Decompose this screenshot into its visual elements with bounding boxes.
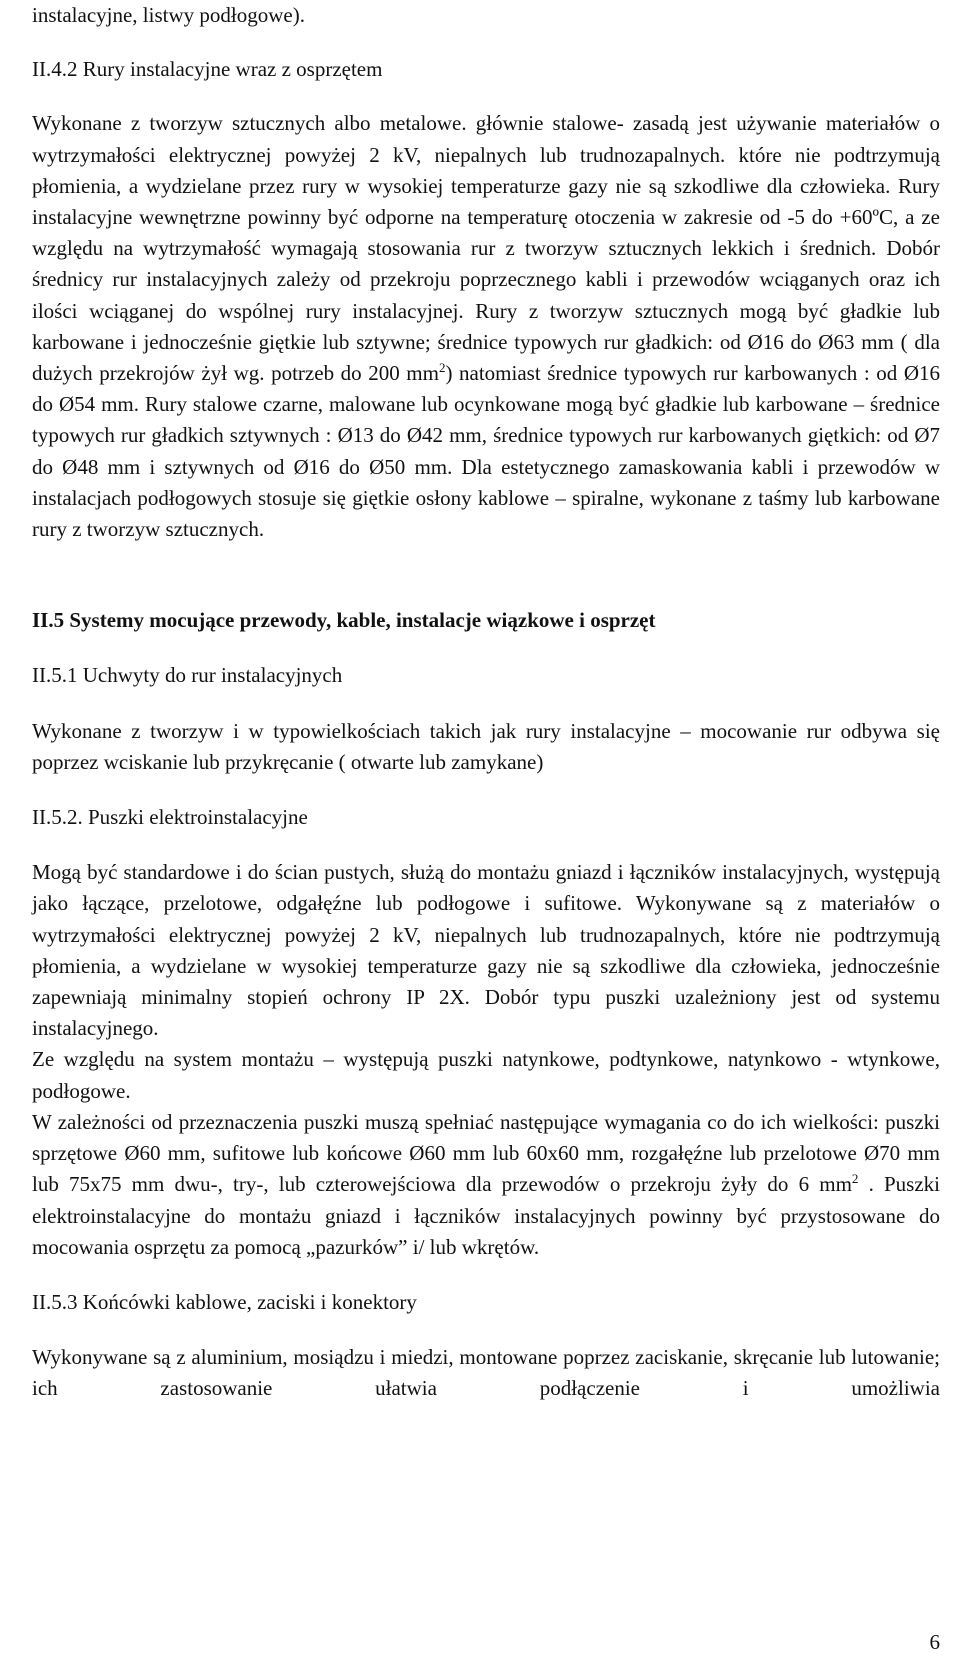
superscript: 2 <box>438 360 446 376</box>
paragraph-puszki-1: Mogą być standardowe i do ścian pustych, służą do montażu gniazd i łączników instalacyjnych, występują jako łączące, przelotowe, odgałęźne lub podłogowe i sufitowe. Wykonywane są z materiałów o wytrzymałości elektrycznej powyżej 2 kV, niepalnych lub trudnozapalnych, które nie podtrzymują płomienia, a wydzielane w wysokiej temperaturze gazy nie są szkodliwe dla człowieka, jednocześnie zapewniają minimalny stopień ochrony IP 2X. Dobór typu puszki uzależniony jest od systemu instalacyjnego. <box>32 860 940 1041</box>
paragraph-text: . Puszki elektroinstalacyjne do montażu gniazd i łączników instalacyjnych powinny być przystosowane do mocowania osprzętu za pomocą „pazurków” i/ lub wkrętów. <box>32 1172 940 1259</box>
top-fragment: instalacyjne, listwy podłogowe). <box>32 3 305 27</box>
paragraph-rury-instalacyjne <box>32 108 940 545</box>
heading-II-5-3: II.5.3 Końcówki kablowe, zaciski i konektory <box>32 1289 417 1314</box>
paragraph-text: Wykonane z tworzyw sztucznych albo metalowe. głównie stalowe- zasadą jest używanie materiałów o wytrzymałości elektrycznej powyżej 2 kV, niepalnych lub trudnozapalnych. które nie podtrzymują płomienia, a wydzielane przez rury w wysokiej temperaturze gazy nie są szkodliwe dla człowieka. Rury instalacyjne wewnętrzne powinny być odporne na temperaturę otoczenia w zakresie od -5 do +60ºC, a ze względu na wytrzymałość wymagają stosowania rur z tworzyw sztucznych lekkich i średnich. Dobór średnicy rur instalacyjnych zależy od przekroju poprzecznego kabli i przewodów wciąganych oraz ich ilości wciąganej do wspólnej rury instalacyjnej. Rury z tworzyw sztucznych mogą być gładkie lub karbowane i jednocześnie giętkie lub sztywne; średnice typowych rur gładkich: od Ø16 do Ø63 mm ( dla dużych przekrojów żył wg. potrzeb do 200 mm <box>32 111 940 386</box>
heading-II-5: II.5 Systemy mocujące przewody, kable, instalacje wiązkowe i osprzęt <box>32 608 656 633</box>
superscript: 2 <box>851 1171 859 1187</box>
page-number: 6 <box>929 1630 940 1654</box>
heading-II-5-2: II.5.2. Puszki elektroinstalacyjne <box>32 805 308 830</box>
heading-II-5-1: II.5.1 Uchwyty do rur instalacyjnych <box>32 663 343 688</box>
document-page <box>32 0 940 1405</box>
heading-II-4-2: II.4.2 Rury instalacyjne wraz z osprzętem <box>32 57 383 82</box>
paragraph-text: W zależności od przeznaczenia puszki muszą spełniać następujące wymagania co do ich wielkości: puszki sprzętowe Ø60 mm, sufitowe lub końcowe Ø60 mm lub 60x60 mm, rozgałęźne lub przelotowe Ø70 mm lub 75x75 mm dwu-, try-, lub czterowejściowa dla przewodów o przekroju żyły do 6 mm <box>32 1109 940 1197</box>
paragraph-puszki-3 <box>32 1107 940 1263</box>
paragraph-uchwyty: Wykonane z tworzyw i w typowielkościach takich jak rury instalacyjne – mocowanie rur odbywa się poprzez wciskanie lub przykręcanie ( otwarte lub zamykane) <box>32 718 940 774</box>
paragraph-puszki-2: Ze względu na system montażu – występują puszki natynkowe, podtynkowe, natynkowo - wtynkowe, podłogowe. <box>32 1047 940 1103</box>
paragraph-koncowki: Wykonywane są z aluminium, mosiądzu i miedzi, montowane poprzez zaciskanie, skręcanie lub lutowanie; ich zastosowanie ułatwia podłączenie i umożliwia <box>32 1345 940 1401</box>
paragraph-text: ) natomiast średnice typowych rur karbowanych : od Ø16 do Ø54 mm. Rury stalowe czarne, malowane lub ocynkowane mogą być gładkie lub karbowane – średnice typowych rur gładkich sztywnych : Ø13 do Ø42 mm, średnice typowych rur karbowanych giętkich: od Ø7 do Ø48 mm i sztywnych od Ø16 do Ø50 mm. Dla estetycznego zamaskowania kabli i przewodów w instalacjach podłogowych stosuje się giętkie osłony kablowe – spiralne, wykonane z taśmy lub karbowane rury z tworzyw sztucznych. <box>32 361 940 542</box>
